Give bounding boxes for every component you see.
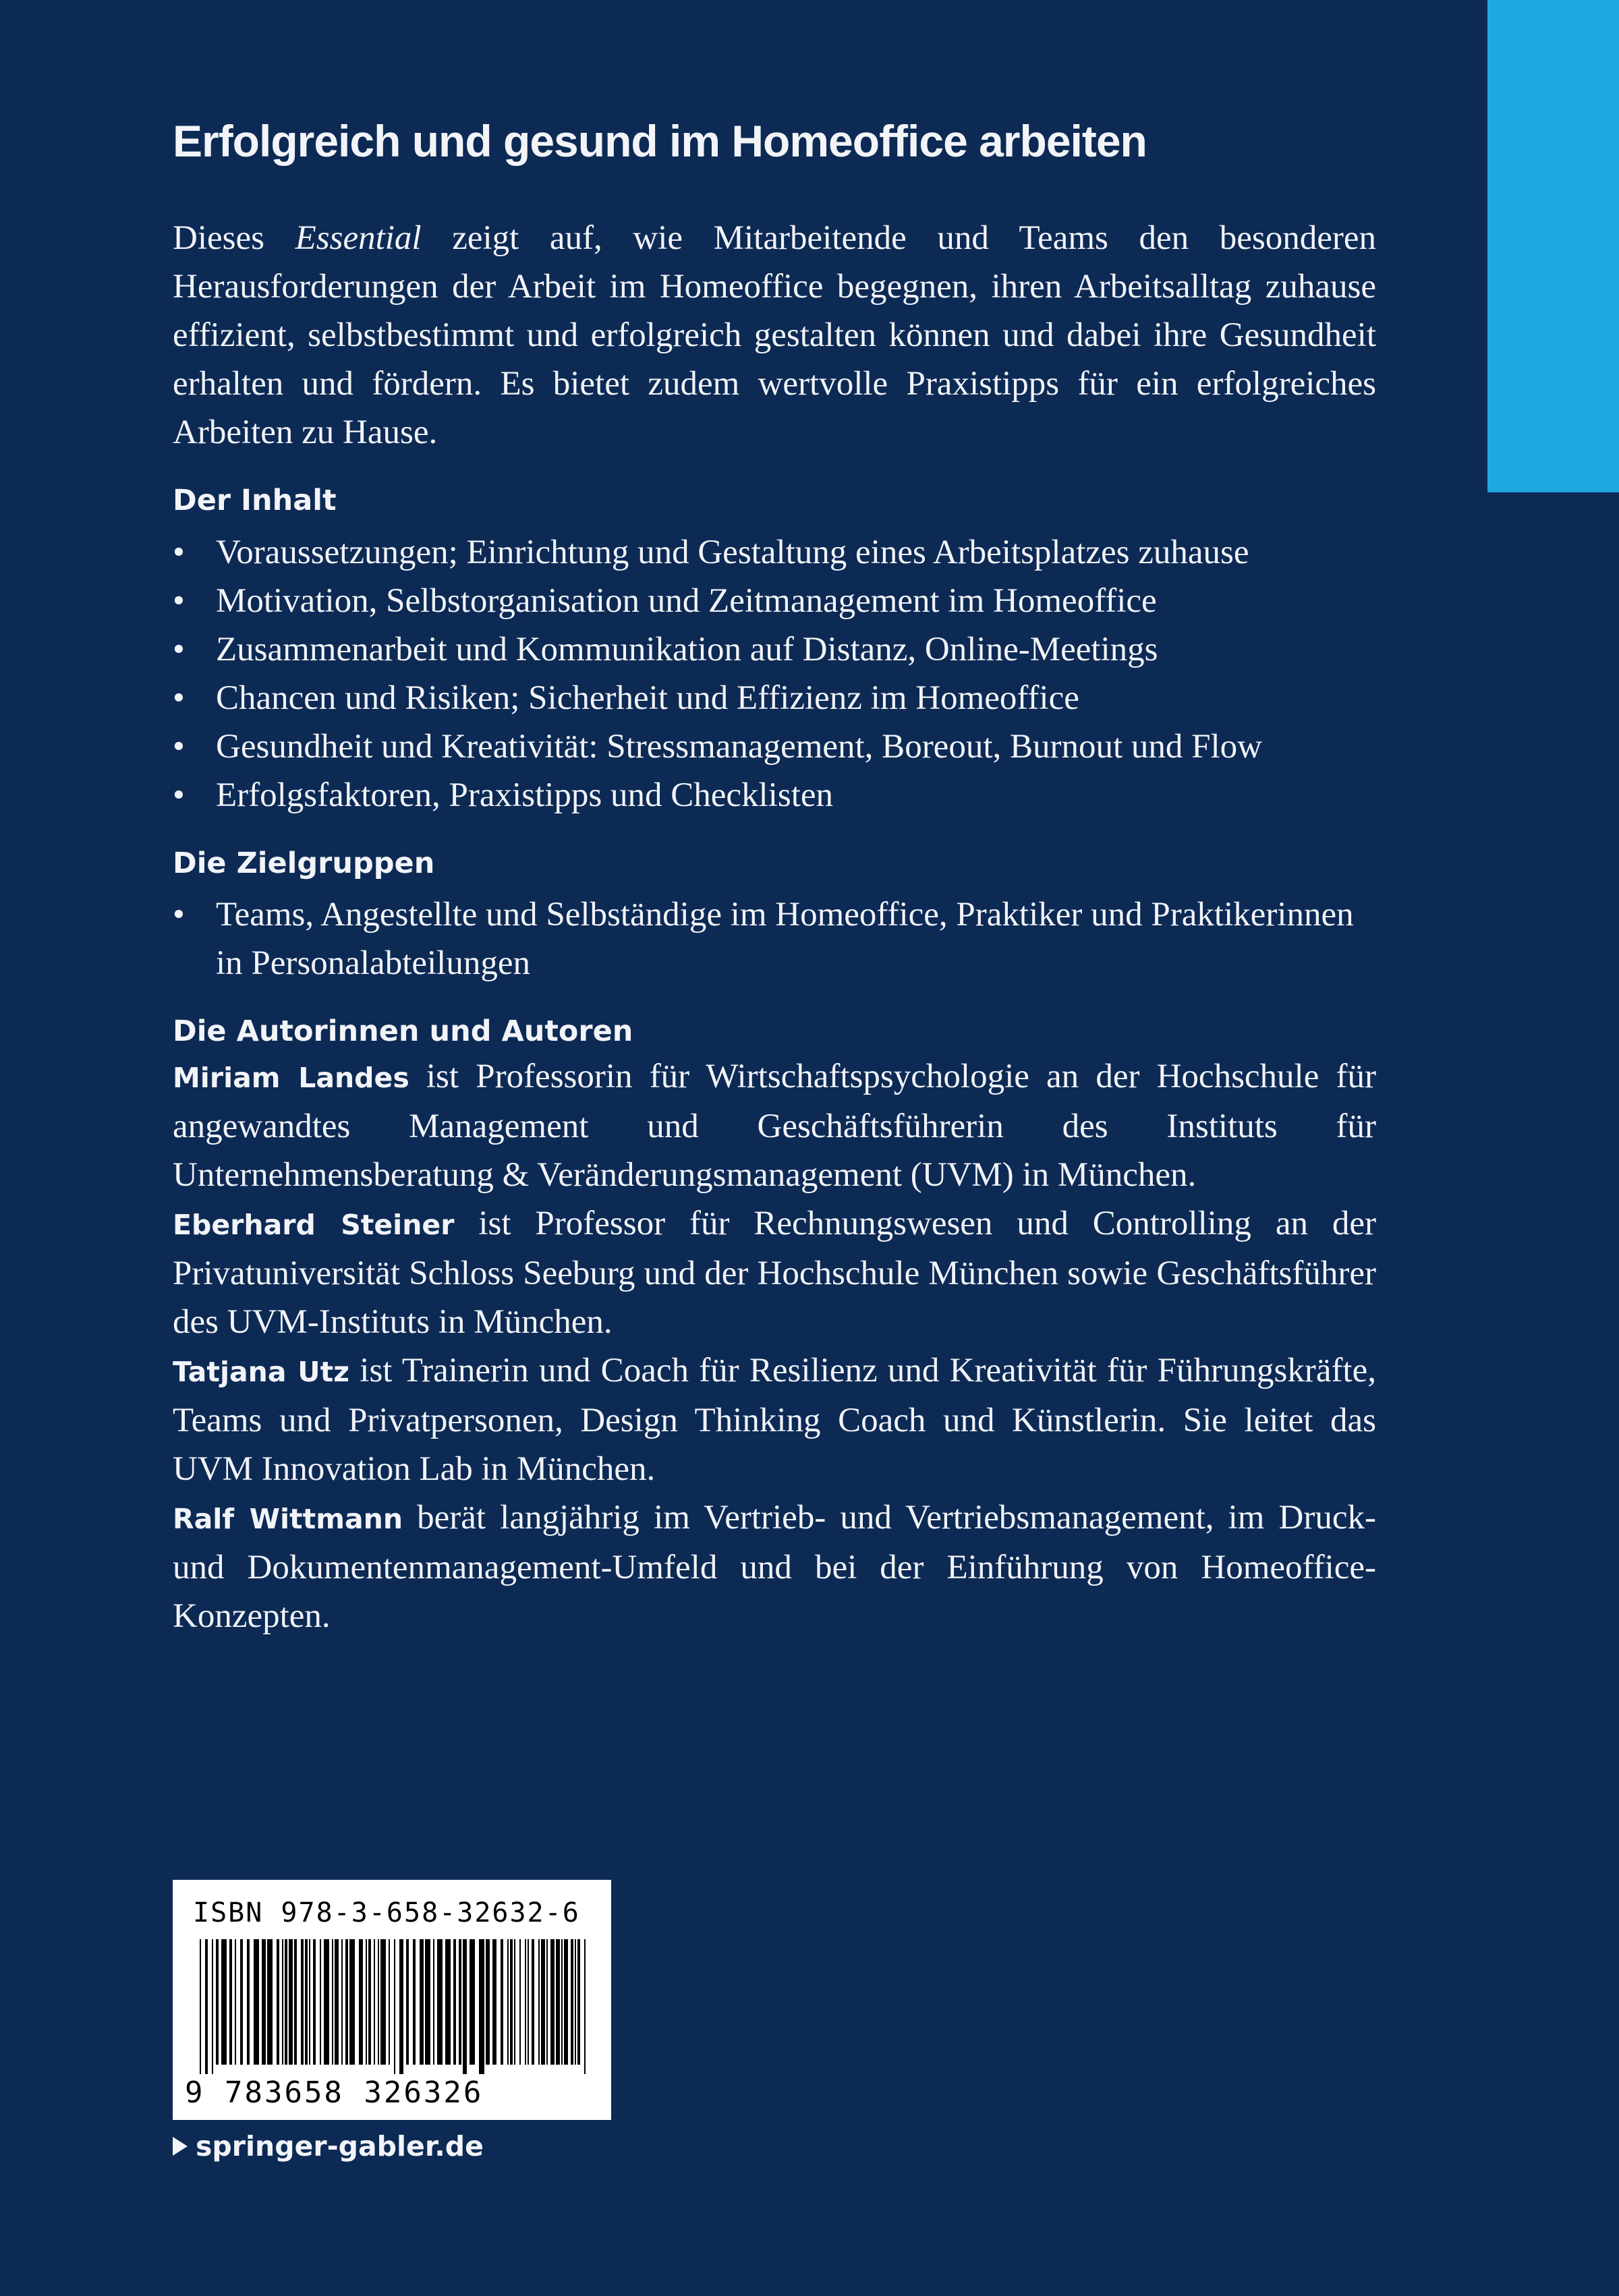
barcode-bar: [550, 1939, 555, 2065]
author-bio: [173, 1199, 1376, 1346]
isbn-label: ISBN 978-3-658-32632-6: [193, 1897, 580, 1928]
author-name: Tatjana Utz: [173, 1355, 350, 1388]
barcode-bar: [374, 1939, 375, 2065]
isbn-barcode: [173, 1880, 611, 2120]
barcode-bar: [380, 1939, 386, 2065]
play-arrow-icon: [173, 2137, 188, 2156]
barcode-bar: [366, 1939, 367, 2065]
barcode-bar: [571, 1939, 573, 2065]
barcode-bar: [453, 1939, 456, 2065]
barcode-bar: [492, 1939, 496, 2065]
barcode-bar: [212, 1939, 213, 2074]
barcode-bar: [445, 1939, 451, 2065]
barcode-bar: [561, 1939, 563, 2065]
barcode-bar: [324, 1939, 329, 2065]
barcode-bar: [240, 1939, 243, 2065]
barcode-bar: [525, 1939, 526, 2065]
barcode-bar: [541, 1939, 545, 2065]
barcode-bar: [378, 1939, 379, 2065]
barcode-bar: [406, 1939, 409, 2065]
barcode-bar: [267, 1939, 273, 2065]
barcode-bar: [437, 1939, 443, 2065]
list-item: • Chancen und Risiken; Sicherheit und Effizienz im Homeoffice: [173, 674, 1376, 722]
barcode-bar: [368, 1939, 371, 2065]
author-name: Eberhard Steiner: [173, 1208, 455, 1241]
zielgruppen-list: [173, 890, 1376, 987]
barcode-bar: [229, 1939, 232, 2065]
intro-start: Dieses: [173, 219, 295, 258]
barcode-bar: [289, 1939, 293, 2065]
list-item: • Voraussetzungen; Einrichtung und Gestaltung eines Arbeitsplatzes zuhause: [173, 528, 1376, 577]
intro-paragraph: [173, 214, 1376, 457]
barcode-bar: [285, 1939, 287, 2065]
barcode-bar: [564, 1939, 568, 2065]
intro-emphasis: Essential: [295, 219, 422, 258]
barcode-bar: [335, 1939, 339, 2065]
barcode-bar: [205, 1939, 208, 2074]
barcode-bar: [277, 1939, 279, 2065]
barcode-digits: 9 783658 326326: [185, 2075, 484, 2110]
barcode-bar: [532, 1939, 534, 2065]
website-label: springer-gabler.de: [196, 2130, 484, 2162]
barcode-bar: [519, 1939, 521, 2065]
barcode-bar: [389, 1939, 390, 2065]
barcode-bar: [359, 1939, 363, 2065]
inhalt-heading: Der Inhalt: [173, 484, 337, 518]
barcode-bar: [433, 1939, 434, 2065]
book-title: Erfolgreich und gesund im Homeoffice arbeiten: [173, 116, 1147, 166]
barcode-bar: [501, 1939, 503, 2065]
barcode-bar: [282, 1939, 283, 2065]
barcode-bar: [538, 1939, 540, 2065]
autoren-heading: Die Autorinnen und Autoren: [173, 1014, 633, 1049]
barcode-bar: [332, 1939, 333, 2065]
barcode-bar: [394, 1939, 395, 2074]
publisher-website[interactable]: [173, 2130, 484, 2162]
zielgruppen-heading: Die Zielgruppen: [173, 846, 435, 880]
author-name: Ralf Wittmann: [173, 1502, 403, 1535]
barcode-bar: [341, 1939, 343, 2065]
barcode-bar: [216, 1939, 219, 2065]
author-bio: [173, 1346, 1376, 1493]
barcode-bar: [301, 1939, 304, 2065]
barcode-bar: [470, 1939, 475, 2065]
author-bio: [173, 1052, 1376, 1199]
author-bio: [173, 1493, 1376, 1640]
barcode-bar: [510, 1939, 513, 2065]
barcode-bars: [200, 1939, 591, 2074]
barcode-bar: [235, 1939, 236, 2065]
barcode-bar: [463, 1939, 467, 2074]
barcode-bar: [305, 1939, 308, 2065]
barcode-bar: [479, 1939, 484, 2074]
back-cover-text: [173, 115, 1376, 1640]
barcode-bar: [514, 1939, 515, 2065]
barcode-bar: [413, 1939, 416, 2065]
barcode-bar: [459, 1939, 461, 2065]
accent-bar: [1487, 0, 1619, 492]
barcode-bar: [309, 1939, 310, 2065]
barcode-bar: [577, 1939, 580, 2065]
author-text: berät langjährig im Vertrieb- und Vertriebsmanagement, im Druck- und Dokumentenmanagement-Umfeld und bei der Einführung von Homeoffice-Konzepten.: [173, 1498, 1376, 1635]
list-item: • Motivation, Selbstorganisation und Zeitmanagement im Homeoffice: [173, 577, 1376, 625]
list-item: • Teams, Angestellte und Selbständige im Homeoffice, Praktiker und Praktikerinnen in Personalabteilungen: [173, 890, 1376, 987]
barcode-bar: [575, 1939, 576, 2065]
inhalt-list: [173, 528, 1376, 820]
barcode-bar: [320, 1939, 321, 2065]
barcode-bar: [584, 1939, 586, 2074]
barcode-bar: [254, 1939, 259, 2065]
barcode-bar: [221, 1939, 227, 2065]
barcode-bar: [556, 1939, 560, 2065]
author-text: ist Professorin für Wirtschaftspsychologie an der Hochschule für angewandtes Management und Geschäftsführerin des Instituts für Unternehmensberatung & Veränderungsmanagement (UVM) in München.: [173, 1057, 1376, 1194]
barcode-bar: [200, 1939, 201, 2074]
author-name: Miriam Landes: [173, 1061, 409, 1094]
intro-rest: zeigt auf, wie Mitarbeitende und Teams den besonderen Herausforderungen der Arbeit im Homeoffice begegnen, ihren Arbeitsalltag zuhause effizient, selbstbestimmt und erfolgreich gestalten können und dabei ihre Gesundheit erhalten und fördern. Es bietet zudem wertvolle Praxistipps für ein erfolgreiches Arbeiten zu Hause.: [173, 219, 1377, 452]
barcode-bar: [262, 1939, 266, 2065]
barcode-bar: [546, 1939, 548, 2065]
barcode-bar: [313, 1939, 316, 2065]
barcode-bar: [507, 1939, 509, 2065]
barcode-bar: [294, 1939, 297, 2065]
barcode-bar: [425, 1939, 430, 2065]
barcode-bar: [247, 1939, 250, 2065]
barcode-bar: [528, 1939, 529, 2065]
list-item: • Zusammenarbeit und Kommunikation auf Distanz, Online-Meetings: [173, 625, 1376, 674]
barcode-bar: [420, 1939, 424, 2065]
author-text: ist Trainerin und Coach für Resilienz und Kreativität für Führungskräfte, Teams und Privatpersonen, Design Thinking Coach und Künstlerin. Sie leitet das UVM Innovation Lab in München.: [173, 1351, 1376, 1488]
list-item: • Erfolgsfaktoren, Praxistipps und Checklisten: [173, 771, 1376, 820]
barcode-bar: [399, 1939, 403, 2074]
barcode-bar: [345, 1939, 348, 2065]
barcode-bar: [486, 1939, 490, 2065]
barcode-bar: [349, 1939, 355, 2065]
list-item: • Gesundheit und Kreativität: Stressmanagement, Boreout, Burnout und Flow: [173, 722, 1376, 771]
author-text: ist Professor für Rechnungswesen und Controlling an der Privatuniversität Schloss Seeburg und der Hochschule München sowie Geschäftsführer des UVM-Instituts in München.: [173, 1204, 1376, 1341]
